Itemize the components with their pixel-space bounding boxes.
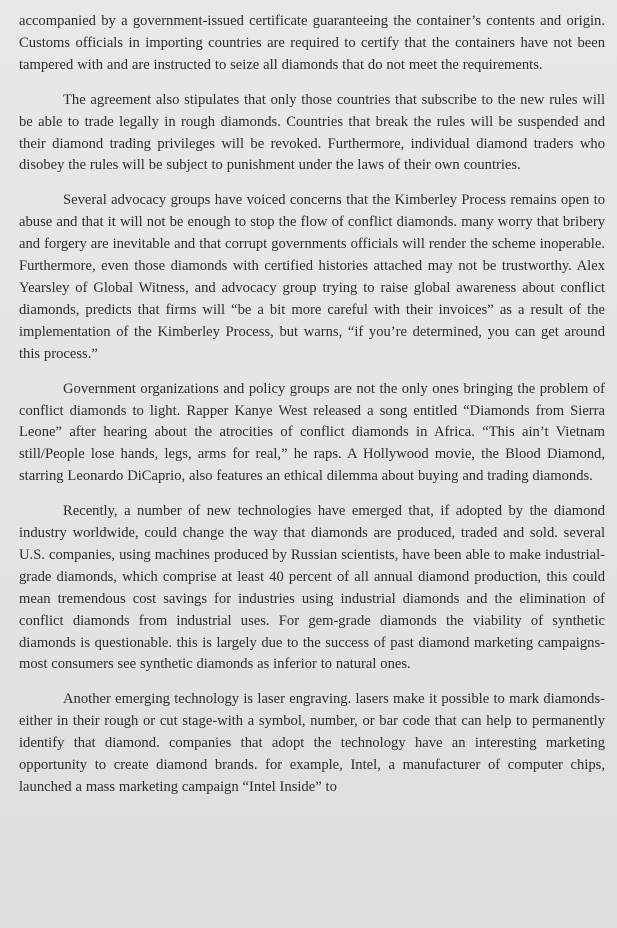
paragraph-certificate-requirements: accompanied by a government-issued certificate guaranteeing the container’s contents and origin. Customs officials in importing countries are required to certify that the containers have not been tampered with and are instructed to seize all diamonds that do not meet the requirements.: [19, 13, 605, 73]
paragraph-agreement-stipulations: The agreement also stipulates that only those countries that subscribe to the new rules will be able to trade legally in rough diamonds. Countries that break the rules will be suspended and their diamond trading privileges will be revoked. Furthermore, individual diamond traders who disobey the rules will be subject to punishment under the laws of their own countries.: [19, 91, 605, 174]
paragraph-advocacy-concerns: Several advocacy groups have voiced concerns that the Kimberley Process remains open to abuse and that it will not be enough to stop the flow of conflict diamonds. many worry that bribery and forgery are inevitable and that corrupt governments officials will render the scheme inoperable. Furthermore, even those diamonds with certified histories attached may not be trustworthy. Alex Yearsley of Global Witness, and advocacy group trying to raise global awareness about conflict diamonds, predicts that firms will “be a bit more careful with their invoices” as a result of the implementation of the Kimberley Process, but warns, “if you’re determined, you can get around this process.”: [19, 192, 605, 362]
paragraph-synthetic-diamonds: Recently, a number of new technologies have emerged that, if adopted by the diamond industry worldwide, could change the way that diamonds are produced, traded and sold. several U.S. companies, using machines produced by Russian scientists, have been able to make industrial-grade diamonds, which comprise at least 40 percent of all annual diamond production, this could mean tremendous cost savings for industries using industrial diamonds and the elimination of conflict diamonds from industrial uses. For gem-grade diamonds the viability of synthetic diamonds is questionable. this is largely due to the success of past diamond marketing campaigns-most consumers see synthetic diamonds as inferior to natural ones.: [19, 503, 605, 673]
paragraph-laser-engraving: Another emerging technology is laser engraving. lasers make it possible to mark diamonds-either in their rough or cut stage-with a symbol, number, or bar code that can help to permanently identify that diamond. companies that adopt the technology have an interesting marketing opportunity to create diamond brands. for example, Intel, a manufacturer of computer chips, launched a mass marketing campaign “Intel Inside” to: [19, 691, 605, 795]
paragraph-popular-culture: Government organizations and policy groups are not the only ones bringing the problem of conflict diamonds to light. Rapper Kanye West released a song entitled “Diamonds from Sierra Leone” after hearing about the atrocities of conflict diamonds in Africa. “This ain’t Vietnam still/People lose hands, legs, arms for real,” he raps. A Hollywood movie, the Blood Diamond, starring Leonardo DiCaprio, also features an ethical dilemma about buying and trading diamonds.: [19, 380, 605, 485]
